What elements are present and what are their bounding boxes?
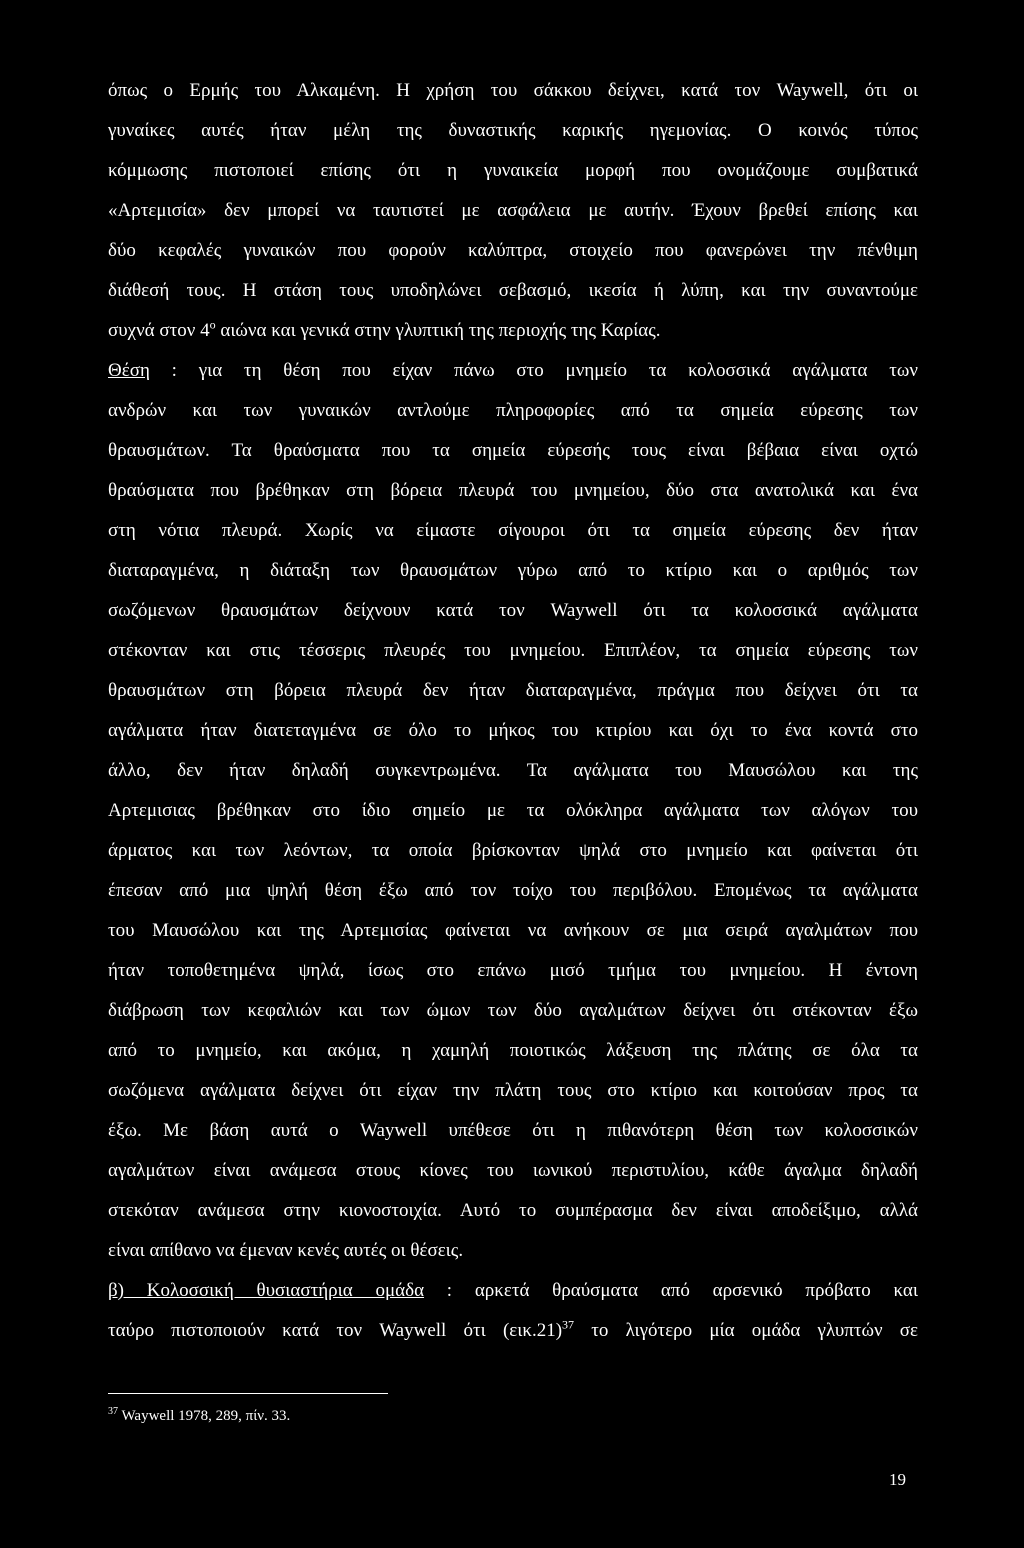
text-line: «Αρτεμισία» δεν μπορεί να ταυτιστεί με ασφάλεια με αυτήν. Έχουν βρεθεί επίσης και xyxy=(108,200,918,221)
text-line: θραυσμάτων. Τα θραύσματα που τα σημεία εύρεσής τους είναι βέβαια είναι οχτώ xyxy=(108,440,918,461)
text-line: στέκονταν και στις τέσσερις πλευρές του μνημείου. Επιπλέον, τα σημεία εύρεσης των xyxy=(108,640,918,661)
text-line: διάθεσή τους. Η στάση τους υποδηλώνει σεβασμό, ικεσία ή λύπη, και την συναντούμε xyxy=(108,280,918,301)
text-line: όπως ο Ερμής του Αλκαμένη. Η χρήση του σάκκου δείχνει, κατά τον Waywell, ότι οι xyxy=(108,80,918,101)
text-line: γυναίκες αυτές ήταν μέλη της δυναστικής καρικής ηγεμονίας. Ο κοινός τύπος xyxy=(108,120,918,141)
text-line: ήταν τοποθετημένα ψηλά, ίσως στο επάνω μισό τμήμα του μνημείου. Η έντονη xyxy=(108,960,918,981)
text-line: στεκόταν ανάμεσα στην κιονοστοιχία. Αυτό το συμπέρασμα δεν είναι αποδείξιμο, αλλά xyxy=(108,1200,918,1221)
text-line: σωζόμενα αγάλματα δείχνει ότι είχαν την πλάτη τους στο κτίριο και κοιτούσαν προς τα xyxy=(108,1080,918,1101)
text-line: διάβρωση των κεφαλιών και των ώμων των δύο αγαλμάτων δείχνει ότι στέκονταν έξω xyxy=(108,1000,918,1021)
text-line: αγαλμάτων είναι ανάμεσα στους κίονες του ιωνικού περιστυλίου, κάθε άγαλμα δηλαδή xyxy=(108,1160,918,1181)
text-line: Θέση : για τη θέση που είχαν πάνω στο μνημείο τα κολοσσικά αγάλματα των xyxy=(108,360,918,381)
text-line: άλλο, δεν ήταν δηλαδή συγκεντρωμένα. Τα αγάλματα του Μαυσώλου και της xyxy=(108,760,918,781)
text-line: από το μνημείο, και ακόμα, η χαμηλή ποιοτικώς λάξευση της πλάτης σε όλα τα xyxy=(108,1040,918,1061)
text-line: έξω. Με βάση αυτά ο Waywell υπέθεσε ότι η πιθανότερη θέση των κολοσσικών xyxy=(108,1120,918,1141)
text-line: συχνά στον $4^o$ αιώνα και γενικά στην γλυπτική της περιοχής της Καρίας. xyxy=(108,317,661,341)
text-line: ανδρών και των γυναικών αντλούμε πληροφορίες από τα σημεία εύρεσης των xyxy=(108,400,918,421)
text-line: διαταραγμένα, η διάταξη των θραυσμάτων γύρω από το κτίριο και ο αριθμός των xyxy=(108,560,918,581)
text-line: άρματος και των λεόντων, τα οποία βρίσκονταν ψηλά στο μνημείο και φαίνεται ότι xyxy=(108,840,918,861)
text-line: του Μαυσώλου και της Αρτεμισίας φαίνεται να ανήκουν σε μια σειρά αγαλμάτων που xyxy=(108,920,918,941)
section-label-thesi: Θέση xyxy=(108,360,150,381)
footnote-ref: 37 xyxy=(562,1317,575,1332)
body-text xyxy=(108,72,918,1352)
text-line: στη νότια πλευρά. Χωρίς να είμαστε σίγουροι ότι τα σημεία εύρεσης δεν ήταν xyxy=(108,520,918,541)
text-line: δύο κεφαλές γυναικών που φορούν καλύπτρα, στοιχείο που φανερώνει την πένθιμη xyxy=(108,240,918,261)
superscript: ο xyxy=(209,317,216,332)
text-line: θραυσμάτων στη βόρεια πλευρά δεν ήταν διαταραγμένα, πράγμα που δείχνει ότι τα xyxy=(108,680,918,701)
text-line: κόμμωσης πιστοποιεί επίσης ότι η γυναικεία μορφή που ονομάζουμε συμβατικά xyxy=(108,160,918,181)
text-line: σωζόμενων θραυσμάτων δείχνουν κατά τον Waywell ότι τα κολοσσικά αγάλματα xyxy=(108,600,918,621)
footnote: $^{37}$ Waywell 1978, 289, πίν. 33. xyxy=(108,1406,291,1424)
page-number: 19 xyxy=(889,1470,906,1489)
text-line: είναι απίθανο να έμεναν κενές αυτές οι θέσεις. xyxy=(108,1240,464,1261)
text-line: αγάλματα ήταν διατεταγμένα σε όλο το μήκος του κτιρίου και όχι το ένα κοντά στο xyxy=(108,720,918,741)
footnote-divider xyxy=(108,1393,388,1394)
text-line: β) Κολοσσική θυσιαστήρια ομάδα : αρκετά θραύσματα από αρσενικό πρόβατο και xyxy=(108,1280,918,1301)
text-line: θραύσματα που βρέθηκαν στη βόρεια πλευρά του μνημείου, δύο στα ανατολικά και ένα xyxy=(108,480,918,501)
footnote-number: 37 xyxy=(108,1406,118,1417)
text-line: έπεσαν από μια ψηλή θέση έξω από τον τοίχο του περιβόλου. Επομένως τα αγάλματα xyxy=(108,880,918,901)
section-label-b: β) Κολοσσική θυσιαστήρια ομάδα xyxy=(108,1280,425,1301)
text-line: Αρτεμισιας βρέθηκαν στο ίδιο σημείο με τα ολόκληρα αγάλματα των αλόγων του xyxy=(108,800,918,821)
text-line: ταύρο πιστοποιούν κατά τον Waywell ότι $(\varepsilon\iota\kappa.21)^{37}$ το λιγότερο μία ομάδα γλυπτών σε xyxy=(108,1317,918,1341)
